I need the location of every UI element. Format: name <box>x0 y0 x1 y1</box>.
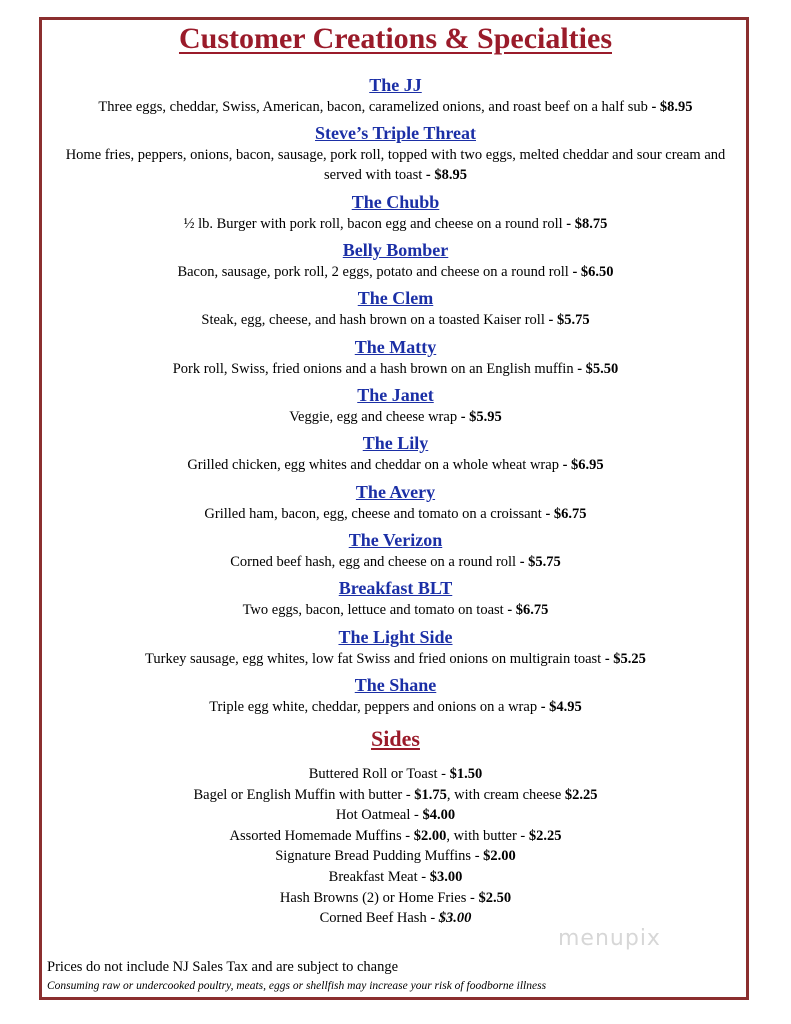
menu-item-desc-text: Steak, egg, cheese, and hash brown on a toasted Kaiser roll <box>201 312 545 328</box>
side-item-label: Buttered Roll or Toast - <box>308 766 450 782</box>
menu-item-desc-text: Grilled ham, bacon, egg, cheese and tomato on a croissant <box>204 506 542 522</box>
menu-item-price: - $5.75 <box>516 554 561 570</box>
menu-item-name[interactable]: Breakfast BLT <box>338 578 453 598</box>
side-item-price: $2.00 <box>483 848 516 865</box>
menu-item-price: - $6.75 <box>503 602 549 618</box>
health-warning: Consuming raw or undercooked poultry, meats, eggs or shellfish may increase your risk of foodborne illness <box>47 980 547 992</box>
menu-item <box>50 431 741 475</box>
menu-item-desc-text: Veggie, egg and cheese wrap <box>289 409 458 425</box>
side-item-price: $4.00 <box>422 807 456 824</box>
side-item-label: Assorted Homemade Muffins - <box>229 827 414 844</box>
menu-item-desc-text: ½ lb. Burger with pork roll, bacon egg and cheese on a round roll <box>183 216 563 232</box>
menu-title: Customer Creations & Specialties <box>178 22 612 55</box>
side-item-extra-price: $2.25 <box>564 786 598 803</box>
menu-item-name[interactable]: The Lily <box>362 433 429 453</box>
menu-item-price: - $8.95 <box>422 167 467 183</box>
menu-item-desc-text: Pork roll, Swiss, fried onions and a hash brown on an English muffin <box>172 361 574 377</box>
menu-item-description <box>50 97 741 117</box>
menu-item <box>50 121 741 185</box>
side-item-price: $2.00 <box>413 827 447 844</box>
side-item-label: Corned Beef Hash - <box>319 910 439 927</box>
menu-item-desc-text: Home fries, peppers, onions, bacon, sausage, pork roll, topped with two eggs, melted cheddar and sour cream and served with toast <box>65 147 726 183</box>
menu-item-desc-text: Bacon, sausage, pork roll, 2 eggs, potato and cheese on a round roll <box>177 264 569 280</box>
side-item-extra-label: , with butter - <box>446 827 529 844</box>
menu-item <box>50 480 741 524</box>
menu-item <box>50 528 741 572</box>
menu-item-description <box>50 504 741 524</box>
menu-item <box>50 286 741 330</box>
menu-item-description <box>50 214 741 234</box>
side-item-label: Hot Oatmeal - <box>335 807 423 824</box>
side-item <box>50 888 741 909</box>
side-item-price: $2.50 <box>478 889 512 906</box>
side-item-price: $1.50 <box>449 766 483 782</box>
menu-item-desc-text: Three eggs, cheddar, Swiss, American, bacon, caramelized onions, and roast beef on a half sub <box>98 99 648 115</box>
menu-item-price: - $6.75 <box>541 506 587 522</box>
side-item-price: $1.75 <box>414 786 447 803</box>
menu-item-desc-text: Turkey sausage, egg whites, low fat Swiss and fried onions on multigrain toast <box>145 651 602 667</box>
menu-item <box>50 673 741 717</box>
menu-item-name[interactable]: The Matty <box>354 337 437 357</box>
menupix-watermark: menupix <box>558 926 661 951</box>
tax-note: Prices do not include NJ Sales Tax and are subject to change <box>47 959 399 975</box>
side-item-price: $3.00 <box>429 868 463 885</box>
menu-item-name[interactable]: Belly Bomber <box>342 240 449 260</box>
menu-item-description <box>50 649 741 669</box>
menu-item <box>50 335 741 379</box>
menu-item-description <box>50 145 741 185</box>
menu-item-price: - $5.95 <box>457 409 502 425</box>
menu-item-price: - $4.95 <box>537 699 582 715</box>
menu-item <box>50 190 741 234</box>
menu-item-name[interactable]: The Shane <box>354 675 437 695</box>
menu-item-name[interactable]: Steve’s Triple Threat <box>315 123 476 143</box>
menu-item-description <box>50 697 741 717</box>
menu-item-name[interactable]: The Avery <box>355 482 436 502</box>
menu-item <box>50 383 741 427</box>
menu-item-price: - $5.75 <box>544 312 590 328</box>
side-item <box>50 764 741 785</box>
menu-item <box>50 576 741 620</box>
menu-item-name[interactable]: The Light Side <box>338 627 453 647</box>
menu-item-price: - $6.95 <box>558 457 604 473</box>
side-item-extra-label: , with cream cheese <box>446 786 565 803</box>
side-item-label: Signature Bread Pudding Muffins - <box>275 848 484 865</box>
menu-item-name[interactable]: The Janet <box>357 385 434 405</box>
side-item-extra-price: $2.25 <box>528 827 562 844</box>
sides-list <box>50 764 741 929</box>
menu-item-description <box>50 455 741 475</box>
side-item-label: Bagel or English Muffin with butter - <box>193 786 415 803</box>
side-item-price: $3.00 <box>438 910 472 927</box>
menu-item <box>50 238 741 282</box>
menu-item-description <box>50 262 741 282</box>
menu-item-name[interactable]: The Chubb <box>351 192 440 212</box>
menu-item-desc-text: Grilled chicken, egg whites and cheddar on a whole wheat wrap <box>187 457 559 473</box>
menu-item-price: - $6.50 <box>568 264 614 280</box>
menu-item-description <box>50 359 741 379</box>
menu-item-desc-text: Corned beef hash, egg and cheese on a round roll <box>230 554 517 570</box>
menu-item-name[interactable]: The Clem <box>357 288 434 308</box>
menu-item-price: - $8.95 <box>647 99 693 115</box>
menu-item-description <box>50 407 741 427</box>
menu-item-price: - $8.75 <box>562 216 608 232</box>
menu-item <box>50 73 741 117</box>
side-item <box>50 805 741 826</box>
menu-item-price: - $5.50 <box>573 361 619 377</box>
side-item-label: Hash Browns (2) or Home Fries - <box>279 889 479 906</box>
menu-item <box>50 625 741 669</box>
menu-item-name[interactable]: The JJ <box>369 75 422 95</box>
menu-item-price: - $5.25 <box>601 651 646 667</box>
side-item-label: Breakfast Meat - <box>328 868 430 885</box>
menu-item-desc-text: Two eggs, bacon, lettuce and tomato on toast <box>242 602 504 618</box>
menu-item-description <box>50 310 741 330</box>
menu-item-desc-text: Triple egg white, cheddar, peppers and onions on a wrap <box>209 699 538 715</box>
side-item <box>50 785 741 806</box>
sides-title: Sides <box>371 726 420 751</box>
menu-item-description <box>50 552 741 572</box>
menu-item-name[interactable]: The Verizon <box>348 530 443 550</box>
side-item <box>50 826 741 847</box>
side-item <box>50 867 741 888</box>
menu-item-description <box>50 600 741 620</box>
side-item <box>50 846 741 867</box>
